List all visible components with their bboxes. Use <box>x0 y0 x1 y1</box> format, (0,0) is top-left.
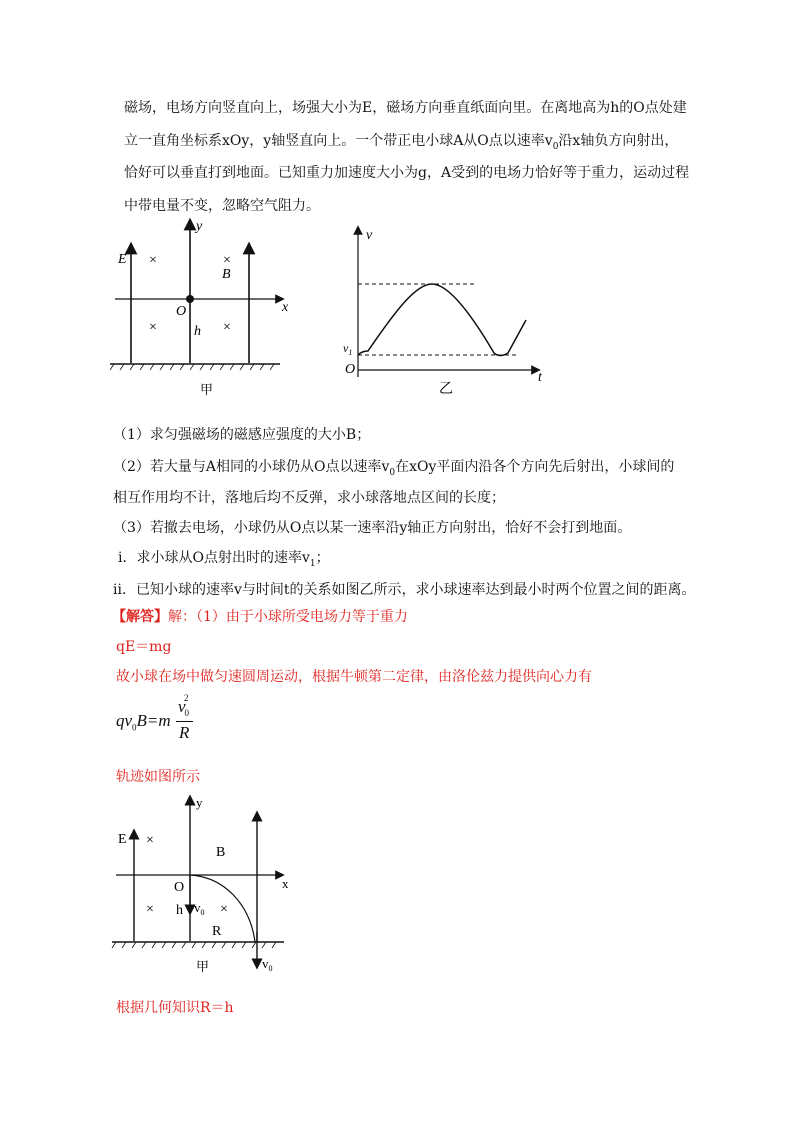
caption-jia: 甲 <box>200 382 214 397</box>
answer-tag: 【解答】 <box>112 609 168 625</box>
cross-mark: × <box>149 320 157 335</box>
label-O: O <box>176 304 187 319</box>
question-3-i: ⅰ．求小球从O点射出时的速率$v_1$； <box>118 550 330 569</box>
cross-mark: × <box>223 253 231 268</box>
question-2-line-2: 相互作用均不计，落地后均不反弹，求小球落地点区间的长度； <box>113 490 505 506</box>
label-x: x <box>282 876 289 891</box>
label-x: x <box>282 300 289 315</box>
label-v: v <box>366 228 373 243</box>
intro-line-2: 立一直角坐标系xOy，y轴竖直向上。一个带正电小球A从O点以速率$v_0$沿x轴负方向射出， <box>124 133 679 152</box>
label-v0: $v_0$ <box>194 900 205 917</box>
answer-line-2: 故小球在场中做匀速圆周运动，根据牛顿第二定律，由洛伦兹力提供向心力有 <box>116 669 592 685</box>
cross-mark: × <box>223 320 231 335</box>
answer-eq-1: qE＝mg <box>116 639 172 655</box>
label-h: h <box>194 324 201 339</box>
label-y: y <box>196 795 203 810</box>
answer-line-1: 【解答】解：（1）由于小球所受电场力等于重力 <box>112 609 408 625</box>
answer-line-4: 根据几何知识R＝h <box>116 1000 234 1016</box>
label-t: t <box>538 370 542 385</box>
label-R: R <box>212 924 222 939</box>
label-v0-bottom: $v_0$ <box>262 956 273 973</box>
answer-line-3: 轨迹如图所示 <box>116 769 200 785</box>
label-E: E <box>118 252 127 267</box>
label-O: O <box>345 362 356 377</box>
label-y: y <box>196 219 203 234</box>
question-3-ii: ⅱ．已知小球的速率v与时间t的关系如图乙所示，求小球速率达到最小时两个位置之间的距离。 <box>113 582 696 598</box>
caption-yi: 乙 <box>439 382 453 397</box>
label-O: O <box>174 880 185 895</box>
label-v1: $v_1$ <box>343 341 353 357</box>
cross-mark: × <box>220 902 228 917</box>
intro-line-3: 恰好可以垂直打到地面。已知重力加速度大小为g，A受到的电场力恰好等于重力，运动过程 <box>124 165 690 181</box>
intro-line-4: 中带电量不变，忽略空气阻力。 <box>124 198 320 214</box>
question-3: （3）若撤去电场，小球仍从O点以某一速率沿y轴正方向射出，恰好不会打到地面。 <box>113 520 632 536</box>
label-B: B <box>216 845 226 860</box>
label-E: E <box>118 832 127 847</box>
figure-jia <box>110 218 310 397</box>
caption-track: 甲 <box>196 959 210 974</box>
cross-mark: × <box>149 253 157 268</box>
figure-yi <box>338 222 553 397</box>
question-2: （2）若大量与A相同的小球仍从O点以速率$v_0$在xOy平面内沿各个方向先后射出，小球间的 <box>113 459 675 478</box>
intro-line-1: 磁场，电场方向竖直向上，场强大小为E，磁场方向垂直纸面向里。在离地高为h的O点处建 <box>124 100 687 116</box>
cross-mark: × <box>146 833 154 848</box>
label-h: h <box>176 903 183 918</box>
figure-track <box>112 794 312 974</box>
cross-mark: × <box>146 902 154 917</box>
question-1: （1）求匀强磁场的磁感应强度的大小B； <box>113 427 371 443</box>
label-B: B <box>222 267 231 282</box>
